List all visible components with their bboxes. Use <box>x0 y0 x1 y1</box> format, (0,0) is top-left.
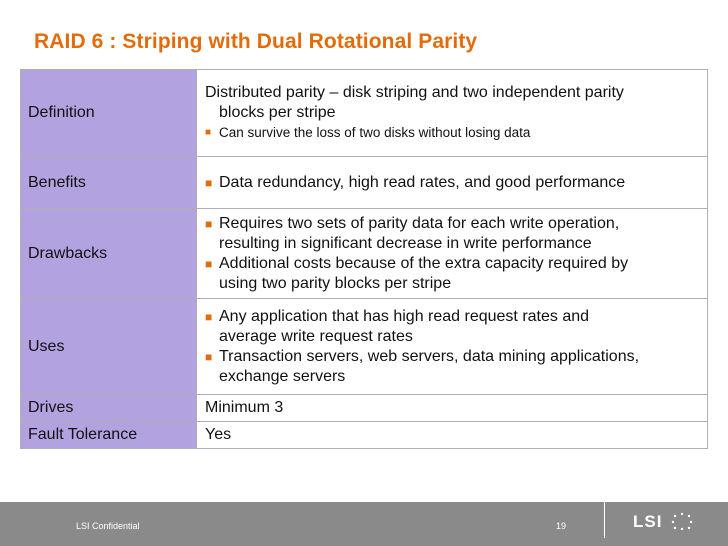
drawbacks-bullet-2-line-2: using two parity blocks per stripe <box>219 274 452 292</box>
definition-line-1: Distributed parity – disk striping and two independent parity <box>205 84 624 101</box>
row-label-drives: Drives <box>21 395 197 422</box>
definition-bullet <box>205 123 701 143</box>
benefits-bullet <box>205 173 701 193</box>
row-label-uses: Uses <box>21 299 197 395</box>
page-number: 19 <box>556 521 567 531</box>
row-value-definition <box>197 70 708 157</box>
lsi-logo <box>633 512 693 532</box>
lsi-dots-logo-icon <box>671 512 693 530</box>
drawbacks-bullet-1-line-2: resulting in significant decrease in write performance <box>219 234 592 252</box>
square-bullet-icon: ■ <box>205 349 213 364</box>
row-label-fault-tolerance: Fault Tolerance <box>21 422 197 449</box>
row-value-drives: Minimum 3 <box>197 395 708 422</box>
uses-bullet-2-text <box>219 347 639 387</box>
slide-title: RAID 6 : Striping with Dual Rotational Parity <box>34 30 478 53</box>
drawbacks-bullet-2 <box>205 254 701 294</box>
row-label-benefits: Benefits <box>21 157 197 209</box>
square-bullet-icon: ■ <box>205 216 213 231</box>
row-value-uses <box>197 299 708 395</box>
definition-bullet-text: Can survive the loss of two disks without losing data <box>219 125 531 140</box>
uses-bullet-1-line-1: Any application that has high read request rates and <box>219 307 590 325</box>
table-row-fault-tolerance <box>21 422 708 449</box>
footer-divider <box>604 502 605 538</box>
table-row-benefits <box>21 157 708 209</box>
drawbacks-bullet-1-line-1: Requires two sets of parity data for each write operation, <box>219 214 620 232</box>
row-value-fault-tolerance: Yes <box>197 422 708 449</box>
drawbacks-bullet-1 <box>205 214 701 254</box>
definition-line-2: blocks per stripe <box>219 104 336 121</box>
uses-bullet-2 <box>205 347 701 387</box>
row-value-benefits <box>197 157 708 209</box>
uses-bullet-2-line-2: exchange servers <box>219 367 346 385</box>
uses-bullet-1-line-2: average write request rates <box>219 327 413 345</box>
uses-bullet-2-line-1: Transaction servers, web servers, data mining applications, <box>219 347 640 365</box>
uses-bullet-1 <box>205 307 701 347</box>
row-label-definition: Definition <box>21 70 197 157</box>
table-row-drawbacks <box>21 209 708 299</box>
drawbacks-bullet-1-text <box>219 214 619 254</box>
confidential-label: LSI Confidential <box>76 521 140 531</box>
square-bullet-icon: ■ <box>205 309 213 324</box>
row-label-drawbacks: Drawbacks <box>21 209 197 299</box>
table-row-uses <box>21 299 708 395</box>
slide-footer <box>0 502 728 546</box>
drawbacks-bullet-2-line-1: Additional costs because of the extra capacity required by <box>219 254 629 272</box>
square-bullet-icon: ■ <box>205 256 213 271</box>
table-row-drives <box>21 395 708 422</box>
raid6-table <box>20 69 708 449</box>
uses-bullet-1-text <box>219 307 589 347</box>
lsi-logo-text: LSI <box>633 512 663 531</box>
benefits-bullet-text: Data redundancy, high read rates, and good performance <box>219 173 626 191</box>
row-value-drawbacks <box>197 209 708 299</box>
square-bullet-icon: ■ <box>205 175 213 190</box>
drawbacks-bullet-2-text <box>219 254 628 294</box>
square-bullet-icon: ■ <box>205 127 212 138</box>
table-row-definition <box>21 70 708 157</box>
